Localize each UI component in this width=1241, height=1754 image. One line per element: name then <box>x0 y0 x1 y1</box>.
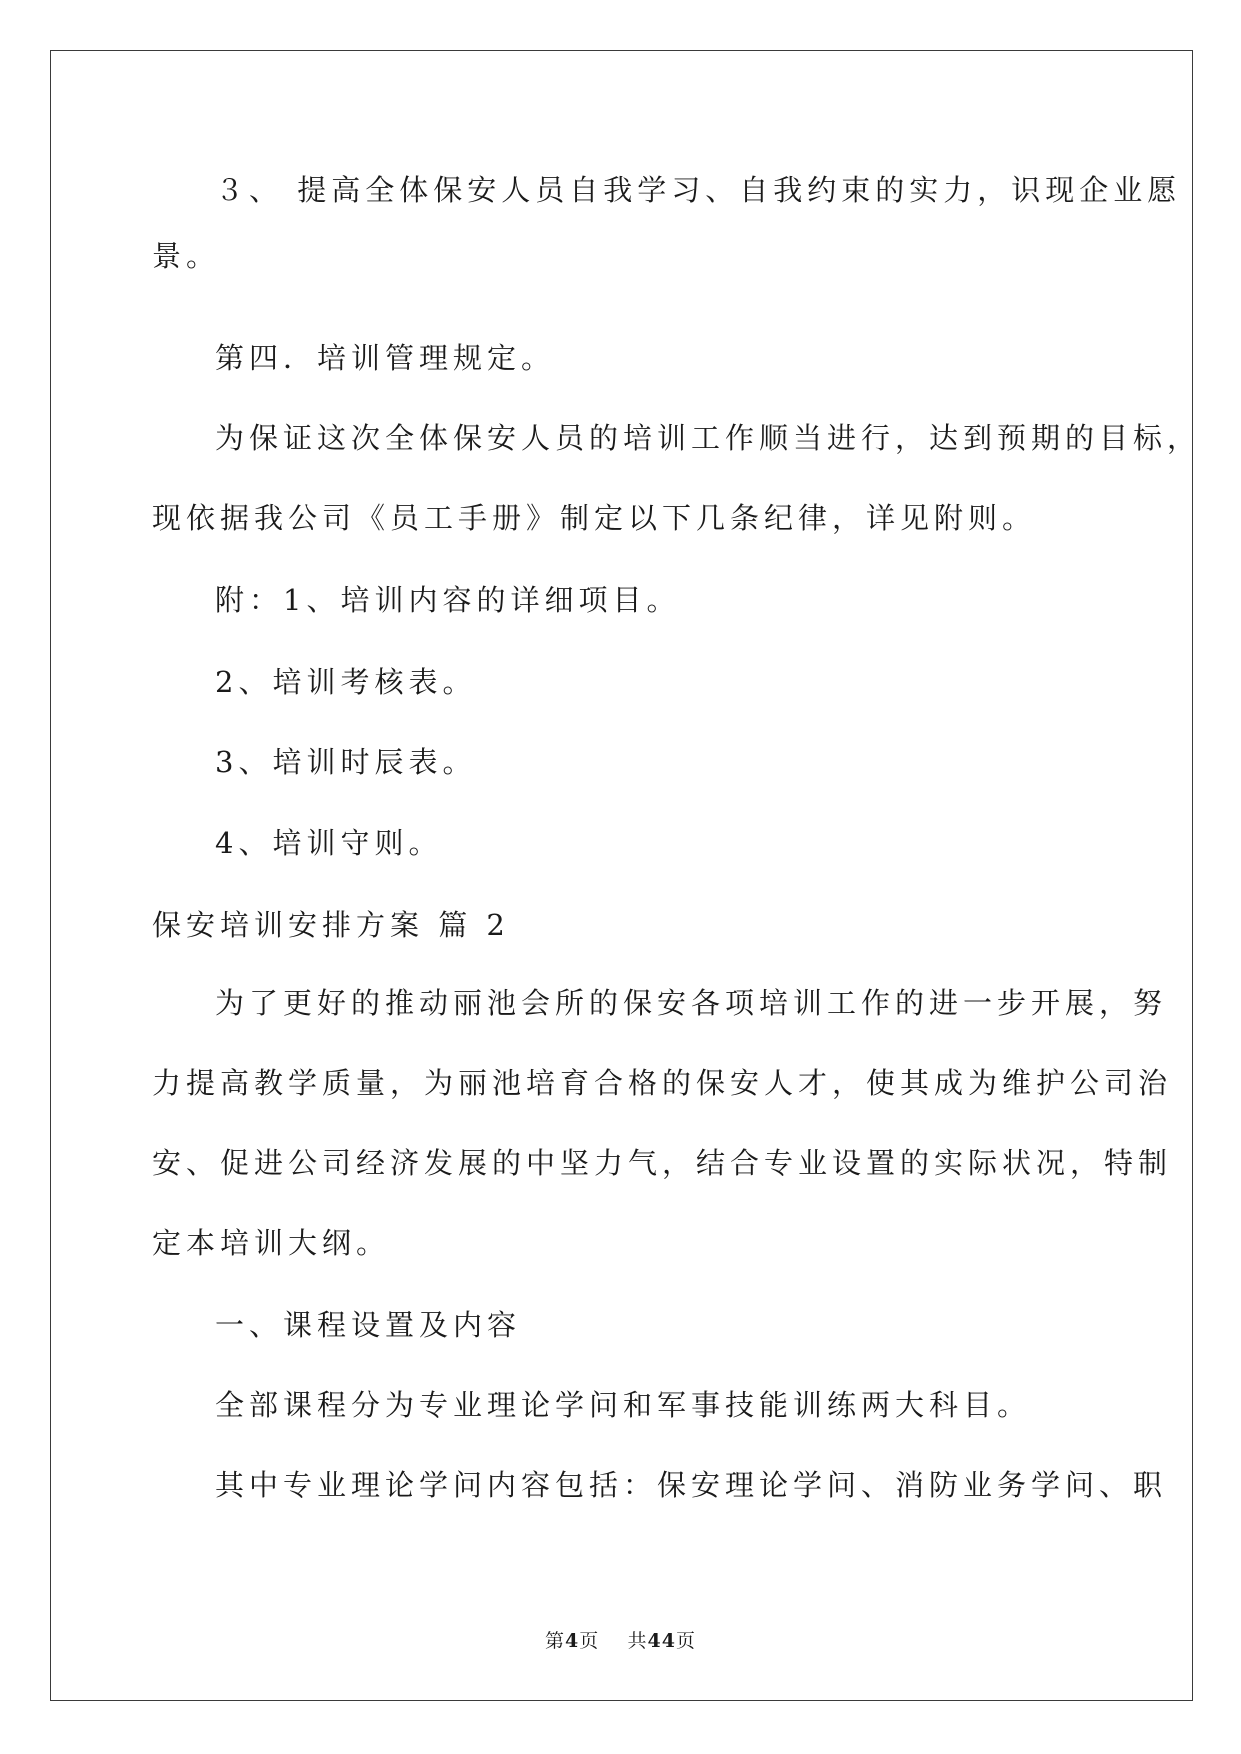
footer-page-prefix: 第 <box>545 1630 566 1652</box>
section-heading: 第四．培训管理规定。 <box>215 341 556 375</box>
body-text-line: 全部课程分为专业理论学问和军事技能训练两大科目。 <box>215 1388 1032 1422</box>
body-text-line: 安、促进公司经济发展的中坚力气，结合专业设置的实际状况，特制 <box>152 1146 1173 1180</box>
body-text-line: 定本培训大纲。 <box>152 1226 391 1260</box>
body-text-line: 为了更好的推动丽池会所的保安各项培训工作的进一步开展，努 <box>215 986 1168 1020</box>
footer-total-pages: 44 <box>647 1630 676 1652</box>
body-text-line: 现依据我公司《员工手册》制定以下几条纪律，详见附则。 <box>152 501 1037 535</box>
footer-total-suffix: 页 <box>675 1630 696 1652</box>
appendix-item: 2、培训考核表。 <box>215 665 477 699</box>
appendix-item: 3、培训时辰表。 <box>215 745 477 779</box>
body-text-line: ３、 提高全体保安人员自我学习、自我约束的实力，识现企业愿 <box>215 173 1182 207</box>
body-text-line: 景。 <box>152 239 221 273</box>
footer-total-prefix: 共 <box>627 1630 648 1652</box>
body-text-line: 力提高教学质量，为丽池培育合格的保安人才，使其成为维护公司治 <box>152 1066 1173 1100</box>
footer-page-suffix: 页 <box>579 1630 600 1652</box>
section-heading: 一、课程设置及内容 <box>215 1308 522 1342</box>
appendix-item: 附：1、培训内容的详细项目。 <box>215 583 681 617</box>
page-border <box>50 50 1193 1701</box>
appendix-item: 4、培训守则。 <box>215 826 443 860</box>
body-text-line: 其中专业理论学问内容包括：保安理论学问、消防业务学问、职 <box>215 1468 1168 1502</box>
page-footer <box>0 1629 1241 1653</box>
article-title: 保安培训安排方案 篇 2 <box>152 908 510 942</box>
body-text-line: 为保证这次全体保安人员的培训工作顺当进行，达到预期的目标， <box>215 421 1202 455</box>
footer-page-number: 4 <box>565 1630 580 1652</box>
